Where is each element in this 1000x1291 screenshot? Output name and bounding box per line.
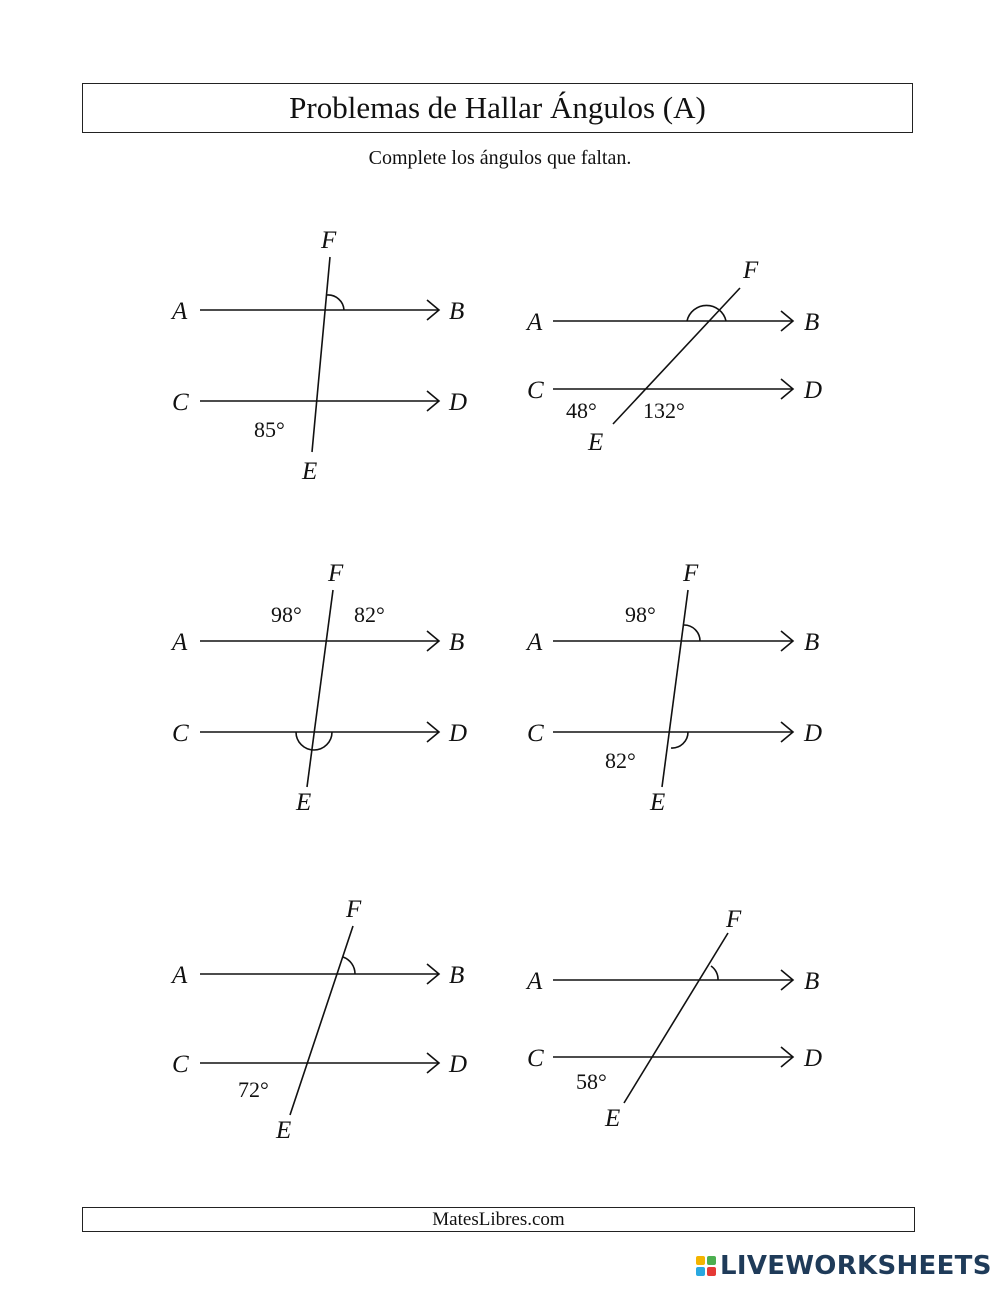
problem-5-lines (200, 926, 439, 1115)
label-d: D (804, 377, 823, 404)
label-d: D (449, 389, 468, 416)
problem-1-lines (200, 257, 439, 452)
label-e: E (650, 789, 666, 816)
label-b: B (449, 298, 465, 325)
logo-square (707, 1267, 716, 1276)
label-e: E (276, 1117, 292, 1144)
label-f: F (683, 560, 699, 587)
label-c: C (172, 1051, 189, 1078)
label-b: B (449, 629, 465, 656)
label-e: E (605, 1105, 621, 1132)
unknown-angle-arc (671, 732, 688, 748)
angle-value: 82° (354, 602, 385, 627)
unknown-angle-arc (684, 625, 700, 641)
label-a: A (172, 962, 188, 989)
label-c: C (527, 377, 544, 404)
label-a: A (172, 298, 188, 325)
label-e: E (296, 789, 312, 816)
angle-value: 98° (625, 602, 656, 627)
unknown-angle-arc (711, 966, 718, 980)
logo-square (696, 1267, 705, 1276)
logo-square (696, 1256, 705, 1265)
angle-value: 98° (271, 602, 302, 627)
page-title: Problemas de Hallar Ángulos (A) (82, 83, 913, 133)
angle-value: 85° (254, 417, 285, 442)
label-c: C (527, 1045, 544, 1072)
label-b: B (449, 962, 465, 989)
label-c: C (172, 389, 189, 416)
label-e: E (302, 458, 318, 485)
label-c: C (527, 720, 544, 747)
label-b: B (804, 309, 820, 336)
label-d: D (804, 720, 823, 747)
label-f: F (726, 906, 742, 933)
angle-value: 132° (643, 398, 685, 423)
label-f: F (743, 257, 759, 284)
logo-grid-icon (696, 1256, 716, 1276)
instructions: Complete los ángulos que faltan. (368, 147, 632, 169)
problem-3-lines (200, 590, 439, 787)
angle-value: 58° (576, 1069, 607, 1094)
unknown-angle-arc (327, 295, 344, 310)
label-a: A (527, 309, 543, 336)
label-f: F (328, 560, 344, 587)
label-c: C (172, 720, 189, 747)
angle-value: 48° (566, 398, 597, 423)
label-e: E (588, 429, 604, 456)
problem-4-lines (553, 590, 793, 787)
logo-text: LIVEWORKSHEETS (720, 1251, 992, 1281)
unknown-angle-arc (343, 957, 355, 974)
label-d: D (804, 1045, 823, 1072)
label-a: A (527, 968, 543, 995)
angle-value: 72° (238, 1077, 269, 1102)
label-a: A (172, 629, 188, 656)
label-f: F (346, 896, 362, 923)
liveworksheets-logo[interactable] (696, 1251, 992, 1281)
footer-site: MatesLibres.com (82, 1207, 915, 1232)
logo-square (707, 1256, 716, 1265)
label-b: B (804, 629, 820, 656)
label-d: D (449, 720, 468, 747)
label-b: B (804, 968, 820, 995)
label-d: D (449, 1051, 468, 1078)
label-f: F (321, 227, 337, 254)
angle-value: 82° (605, 748, 636, 773)
unknown-angle-arc (687, 305, 726, 321)
label-a: A (527, 629, 543, 656)
